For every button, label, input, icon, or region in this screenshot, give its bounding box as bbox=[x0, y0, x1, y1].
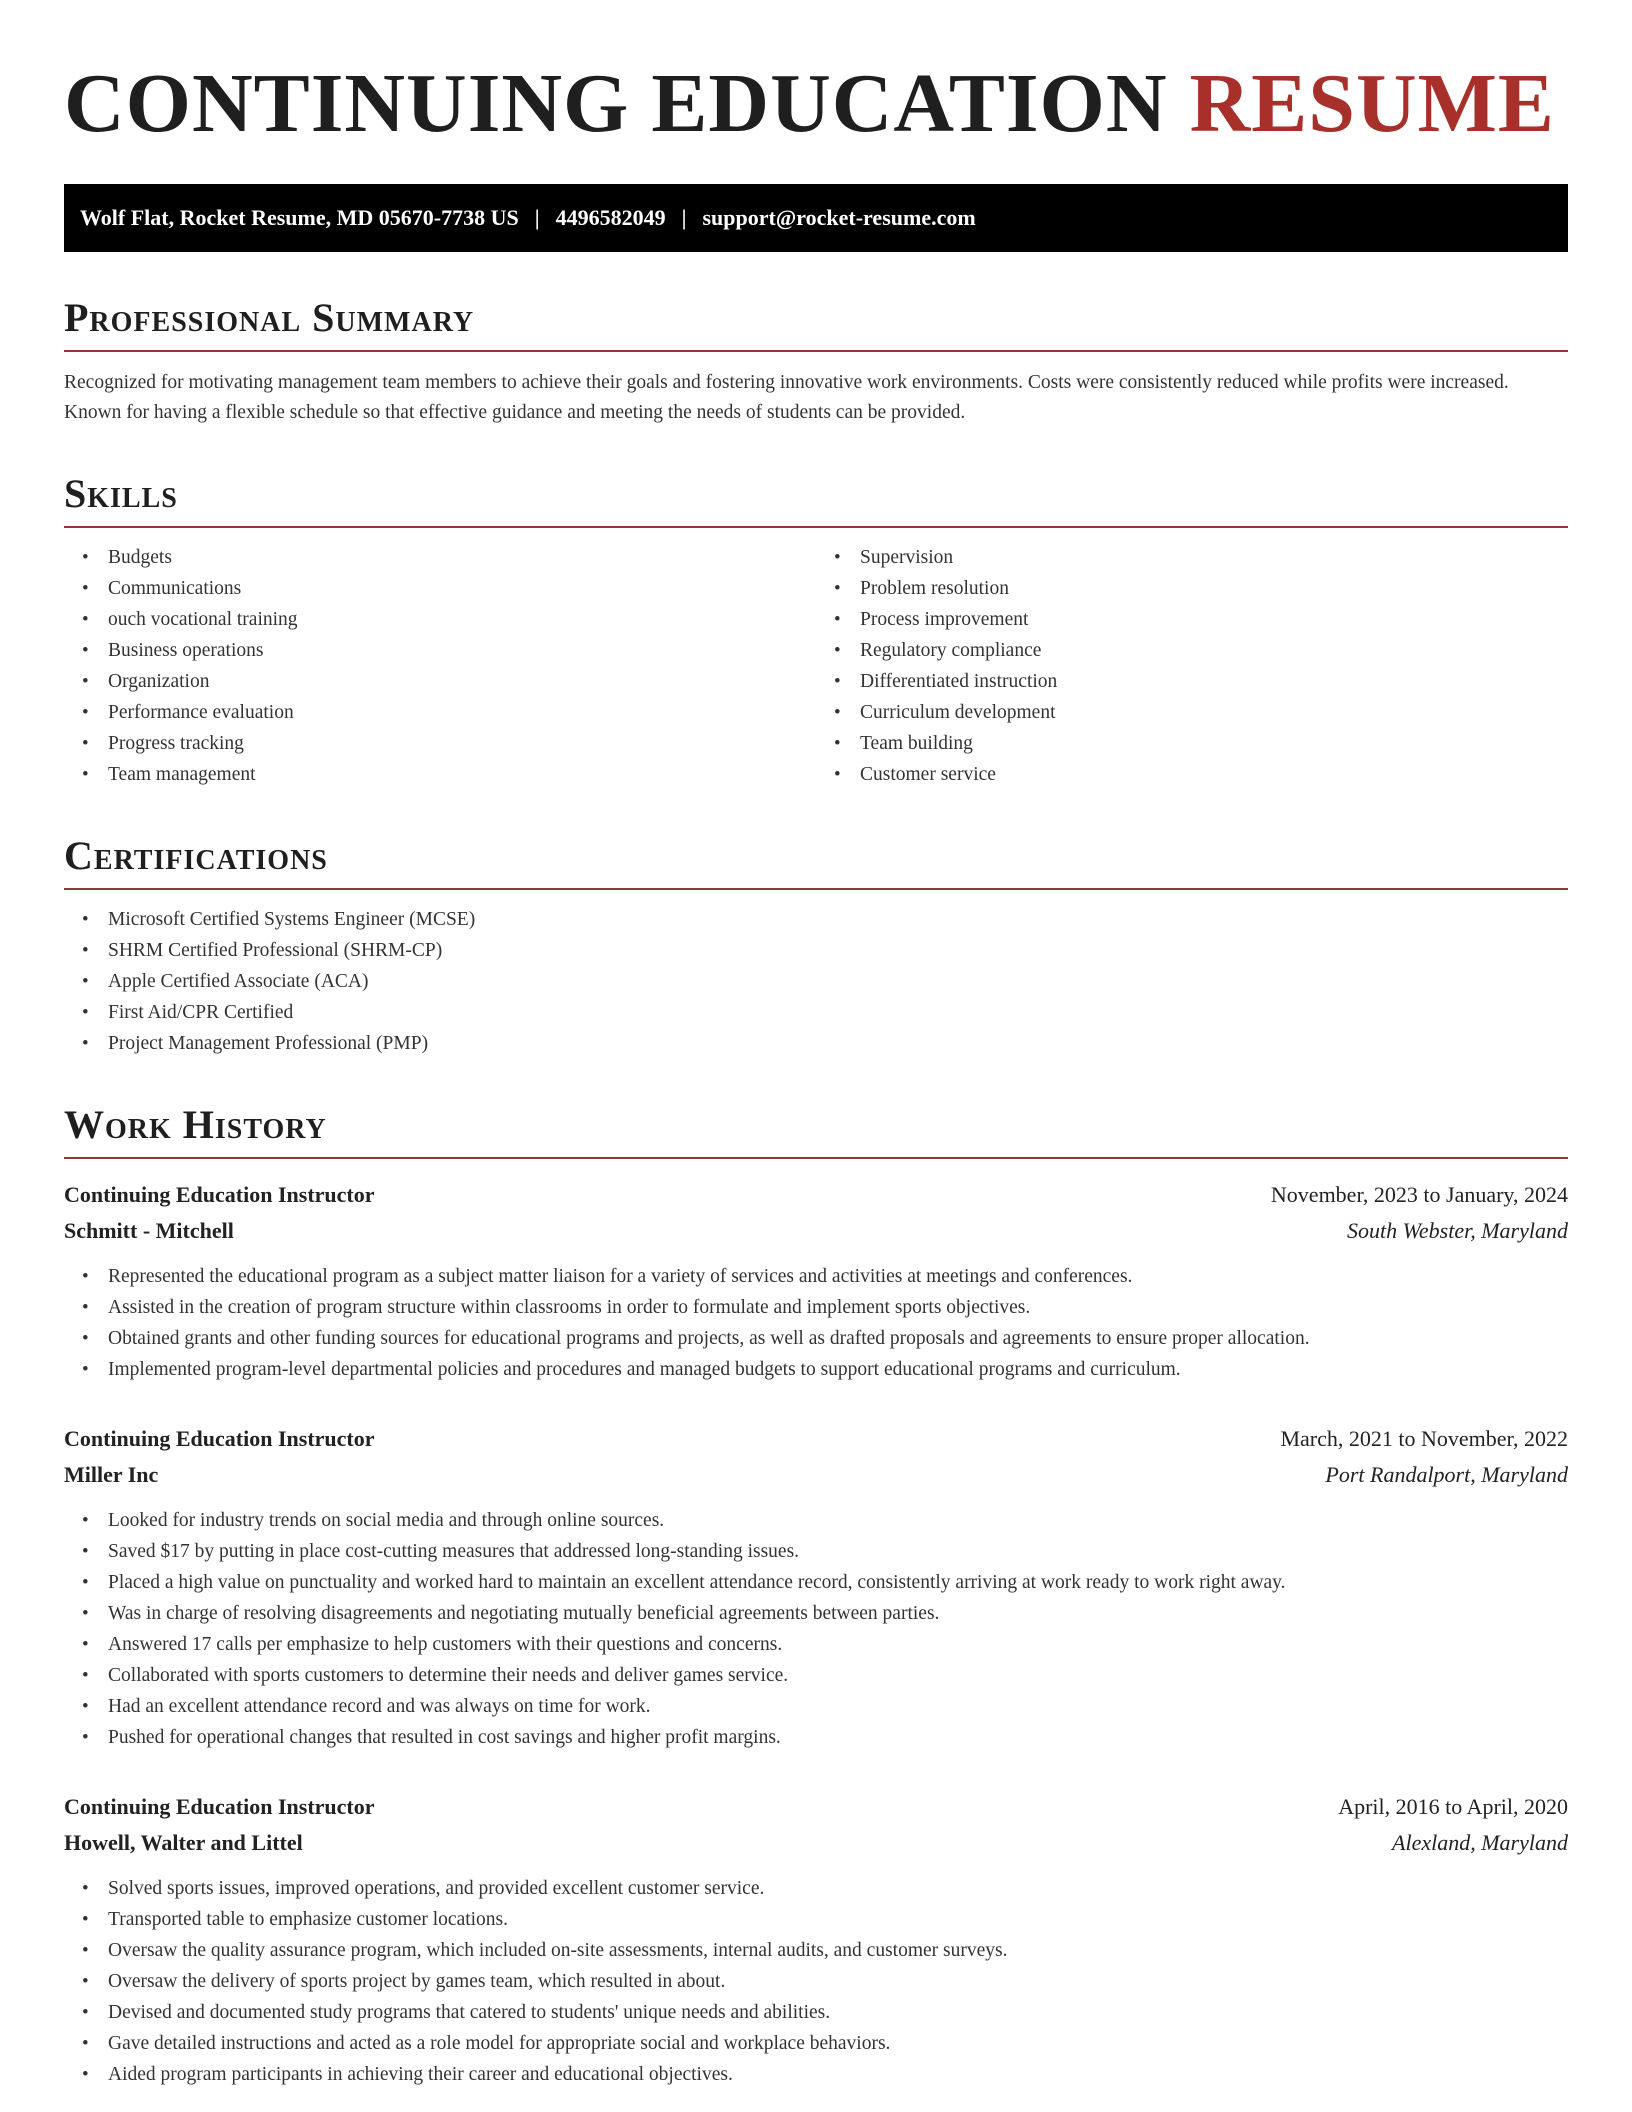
skill-item-text: Differentiated instruction bbox=[860, 671, 1058, 692]
job-duty-item-text: Saved $17 by putting in place cost-cutting measures that addressed long-standing issues. bbox=[108, 1541, 800, 1562]
skill-item-text: Curriculum development bbox=[860, 702, 1056, 723]
job-row bbox=[64, 1421, 1568, 1457]
certification-item-text: Project Management Professional (PMP) bbox=[108, 1033, 429, 1054]
bullet-icon: • bbox=[82, 1359, 89, 1380]
skills-grid bbox=[64, 528, 1568, 790]
job-row bbox=[64, 1213, 1568, 1249]
job-dates: April, 2016 to April, 2020 bbox=[1338, 1794, 1568, 1819]
contact-separator: | bbox=[681, 205, 687, 230]
bullet-icon: • bbox=[82, 1971, 89, 1992]
job-duty-item-text: Aided program participants in achieving their career and educational objectives. bbox=[108, 2064, 733, 2085]
bullet-icon: • bbox=[834, 547, 841, 568]
certification-item-text: Apple Certified Associate (ACA) bbox=[108, 971, 369, 992]
skill-item bbox=[816, 542, 1568, 573]
skill-item bbox=[64, 604, 816, 635]
bullet-icon: • bbox=[82, 733, 89, 754]
bullet-icon: • bbox=[82, 1266, 89, 1287]
job-duty-item bbox=[64, 1505, 1568, 1536]
job-company: Schmitt - Mitchell bbox=[64, 1218, 234, 1243]
job-duty-item-text: Oversaw the quality assurance program, which included on-site assessments, internal audits, and customer surveys. bbox=[108, 1940, 1008, 1961]
certification-item-text: SHRM Certified Professional (SHRM-CP) bbox=[108, 940, 443, 961]
skill-item bbox=[64, 697, 816, 728]
certification-item bbox=[64, 904, 1568, 935]
skill-item bbox=[816, 573, 1568, 604]
skill-item bbox=[64, 635, 816, 666]
bullet-icon: • bbox=[82, 1878, 89, 1899]
jobs-list bbox=[64, 1177, 1568, 2090]
bullet-icon: • bbox=[834, 671, 841, 692]
bullet-icon: • bbox=[82, 2002, 89, 2023]
job-company: Howell, Walter and Littel bbox=[64, 1830, 303, 1855]
job-duty-item-text: Implemented program-level departmental policies and procedures and managed budgets to support educational programs and curriculum. bbox=[108, 1359, 1181, 1380]
certifications-heading: Certifications bbox=[64, 833, 328, 878]
bullet-icon: • bbox=[82, 1328, 89, 1349]
bullet-icon: • bbox=[82, 1696, 89, 1717]
job-row bbox=[64, 1789, 1568, 1825]
certifications-list bbox=[64, 904, 1568, 1059]
job-dates: November, 2023 to January, 2024 bbox=[1270, 1182, 1568, 1207]
job-duties-list bbox=[64, 1505, 1568, 1753]
skill-item-text: Process improvement bbox=[860, 609, 1029, 630]
job-duty-item-text: Devised and documented study programs that catered to students' unique needs and abilities. bbox=[108, 2002, 831, 2023]
skill-item bbox=[816, 635, 1568, 666]
bullet-icon: • bbox=[82, 1603, 89, 1624]
job-duty-item bbox=[64, 1722, 1568, 1753]
job-location: South Webster, Maryland bbox=[1346, 1218, 1568, 1243]
skill-item-text: Business operations bbox=[108, 640, 264, 661]
skill-item bbox=[64, 666, 816, 697]
job-entry bbox=[64, 1421, 1568, 1753]
job-location: Port Randalport, Maryland bbox=[1325, 1462, 1568, 1487]
bullet-icon: • bbox=[82, 640, 89, 661]
certifications-section bbox=[64, 834, 1568, 1059]
skill-item bbox=[816, 697, 1568, 728]
work-history-section bbox=[64, 1103, 1568, 2090]
skill-item-text: Organization bbox=[108, 671, 210, 692]
skill-item bbox=[64, 759, 816, 790]
job-duty-item-text: Pushed for operational changes that resulted in cost savings and higher profit margins. bbox=[108, 1727, 781, 1748]
skill-item bbox=[816, 604, 1568, 635]
job-entry bbox=[64, 1177, 1568, 1385]
bullet-icon: • bbox=[82, 1510, 89, 1531]
certification-item bbox=[64, 966, 1568, 997]
job-duty-item bbox=[64, 1660, 1568, 1691]
job-duty-item-text: Placed a high value on punctuality and worked hard to maintain an excellent attendance record, consistently arriving at work ready to work right away. bbox=[108, 1572, 1286, 1593]
contact-separator: | bbox=[534, 205, 540, 230]
skill-item-text: ouch vocational training bbox=[108, 609, 298, 630]
certification-item bbox=[64, 935, 1568, 966]
job-duty-item-text: Assisted in the creation of program structure within classrooms in order to formulate and implement sports objectives. bbox=[108, 1297, 1031, 1318]
bullet-icon: • bbox=[82, 1541, 89, 1562]
job-row bbox=[64, 1177, 1568, 1213]
job-duty-item bbox=[64, 1598, 1568, 1629]
skill-item bbox=[64, 542, 816, 573]
job-duty-item-text: Transported table to emphasize customer locations. bbox=[108, 1909, 509, 1930]
job-entry bbox=[64, 1789, 1568, 2090]
job-duty-item bbox=[64, 1935, 1568, 1966]
skills-right-list bbox=[816, 542, 1568, 790]
certification-item-text: First Aid/CPR Certified bbox=[108, 1002, 294, 1023]
skill-item-text: Supervision bbox=[860, 547, 954, 568]
summary-heading: Professional Summary bbox=[64, 295, 475, 340]
bullet-icon: • bbox=[82, 971, 89, 992]
bullet-icon: • bbox=[82, 702, 89, 723]
bullet-icon: • bbox=[82, 2033, 89, 2054]
job-title: Continuing Education Instructor bbox=[64, 1794, 375, 1819]
certification-item bbox=[64, 1028, 1568, 1059]
job-duties-list bbox=[64, 1873, 1568, 2090]
job-duty-item bbox=[64, 1904, 1568, 1935]
skills-left-list bbox=[64, 542, 816, 790]
job-duty-item bbox=[64, 1323, 1568, 1354]
certification-item bbox=[64, 997, 1568, 1028]
skill-item-text: Communications bbox=[108, 578, 242, 599]
contact-email: support@rocket-resume.com bbox=[702, 205, 976, 230]
job-duty-item bbox=[64, 1873, 1568, 1904]
job-company: Miller Inc bbox=[64, 1462, 159, 1487]
job-duty-item bbox=[64, 1997, 1568, 2028]
bullet-icon: • bbox=[82, 1002, 89, 1023]
job-duty-item bbox=[64, 1629, 1568, 1660]
section-header bbox=[64, 472, 1568, 528]
section-header bbox=[64, 834, 1568, 890]
bullet-icon: • bbox=[82, 1909, 89, 1930]
bullet-icon: • bbox=[834, 702, 841, 723]
job-duties-list bbox=[64, 1261, 1568, 1385]
skill-item-text: Performance evaluation bbox=[108, 702, 294, 723]
job-location: Alexland, Maryland bbox=[1392, 1830, 1568, 1855]
skills-heading: Skills bbox=[64, 471, 178, 516]
skill-item bbox=[64, 573, 816, 604]
job-duty-item bbox=[64, 1354, 1568, 1385]
bullet-icon: • bbox=[82, 940, 89, 961]
job-duty-item-text: Looked for industry trends on social media and through online sources. bbox=[108, 1510, 665, 1531]
bullet-icon: • bbox=[82, 764, 89, 785]
job-duty-item bbox=[64, 1966, 1568, 1997]
bullet-icon: • bbox=[834, 578, 841, 599]
skill-item-text: Progress tracking bbox=[108, 733, 244, 754]
job-duty-item-text: Was in charge of resolving disagreements and negotiating mutually beneficial agreements between parties. bbox=[108, 1603, 940, 1624]
job-duty-item bbox=[64, 1536, 1568, 1567]
summary-text: Recognized for motivating management team members to achieve their goals and fostering innovative work environments. Costs were consistently reduced while profits were increased. Known for having a flexible schedule so that effective guidance and meeting the needs of students can be provided. bbox=[64, 372, 1509, 423]
bullet-icon: • bbox=[834, 764, 841, 785]
job-duty-item-text: Oversaw the delivery of sports project by games team, which resulted in about. bbox=[108, 1971, 726, 1992]
bullet-icon: • bbox=[82, 1727, 89, 1748]
bullet-icon: • bbox=[82, 671, 89, 692]
skill-item bbox=[816, 728, 1568, 759]
skill-item bbox=[64, 728, 816, 759]
bullet-icon: • bbox=[82, 909, 89, 930]
job-duty-item-text: Solved sports issues, improved operations, and provided excellent customer service. bbox=[108, 1878, 765, 1899]
skill-item-text: Customer service bbox=[860, 764, 996, 785]
bullet-icon: • bbox=[82, 1665, 89, 1686]
job-duty-item-text: Answered 17 calls per emphasize to help customers with their questions and concerns. bbox=[108, 1634, 783, 1655]
skill-item bbox=[816, 666, 1568, 697]
job-duty-item bbox=[64, 1261, 1568, 1292]
skill-item-text: Budgets bbox=[108, 547, 172, 568]
job-duty-item-text: Gave detailed instructions and acted as a role model for appropriate social and workplace behaviors. bbox=[108, 2033, 891, 2054]
job-duty-item bbox=[64, 2028, 1568, 2059]
job-title: Continuing Education Instructor bbox=[64, 1426, 375, 1451]
job-duty-item bbox=[64, 1691, 1568, 1722]
skill-item-text: Regulatory compliance bbox=[860, 640, 1042, 661]
job-duty-item-text: Collaborated with sports customers to determine their needs and deliver games service. bbox=[108, 1665, 789, 1686]
bullet-icon: • bbox=[82, 1297, 89, 1318]
bullet-icon: • bbox=[834, 640, 841, 661]
bullet-icon: • bbox=[82, 578, 89, 599]
job-duty-item bbox=[64, 2059, 1568, 2090]
skill-item-text: Team building bbox=[860, 733, 973, 754]
bullet-icon: • bbox=[82, 609, 89, 630]
bullet-icon: • bbox=[834, 733, 841, 754]
certification-item-text: Microsoft Certified Systems Engineer (MCSE) bbox=[108, 909, 476, 930]
job-duty-item-text: Represented the educational program as a subject matter liaison for a variety of services and activities at meetings and conferences. bbox=[108, 1266, 1133, 1287]
job-duty-item-text: Had an excellent attendance record and was always on time for work. bbox=[108, 1696, 651, 1717]
skills-section bbox=[64, 472, 1568, 790]
skill-item-text: Team management bbox=[108, 764, 256, 785]
section-header bbox=[64, 296, 1568, 352]
job-title: Continuing Education Instructor bbox=[64, 1182, 375, 1207]
job-row bbox=[64, 1825, 1568, 1861]
section-header bbox=[64, 1103, 1568, 1159]
skill-item bbox=[816, 759, 1568, 790]
bullet-icon: • bbox=[82, 2064, 89, 2085]
professional-summary-section bbox=[64, 296, 1568, 428]
contact-bar bbox=[64, 184, 1568, 252]
job-row bbox=[64, 1457, 1568, 1493]
bullet-icon: • bbox=[834, 609, 841, 630]
bullet-icon: • bbox=[82, 1572, 89, 1593]
contact-address: Wolf Flat, Rocket Resume, MD 05670-7738 US bbox=[80, 205, 519, 230]
title-accent: RESUME bbox=[1189, 57, 1555, 150]
contact-phone: 4496582049 bbox=[555, 205, 666, 230]
bullet-icon: • bbox=[82, 1634, 89, 1655]
bullet-icon: • bbox=[82, 1033, 89, 1054]
job-dates: March, 2021 to November, 2022 bbox=[1280, 1426, 1568, 1451]
title-main: CONTINUING EDUCATION bbox=[64, 57, 1168, 150]
job-duty-item bbox=[64, 1567, 1568, 1598]
bullet-icon: • bbox=[82, 547, 89, 568]
job-duty-item-text: Obtained grants and other funding sources for educational programs and projects, as well as drafted proposals and agreements to ensure proper allocation. bbox=[108, 1328, 1310, 1349]
job-duty-item bbox=[64, 1292, 1568, 1323]
bullet-icon: • bbox=[82, 1940, 89, 1961]
skill-item-text: Problem resolution bbox=[860, 578, 1009, 599]
work-history-heading: Work History bbox=[64, 1102, 327, 1147]
resume-title bbox=[64, 58, 1568, 150]
